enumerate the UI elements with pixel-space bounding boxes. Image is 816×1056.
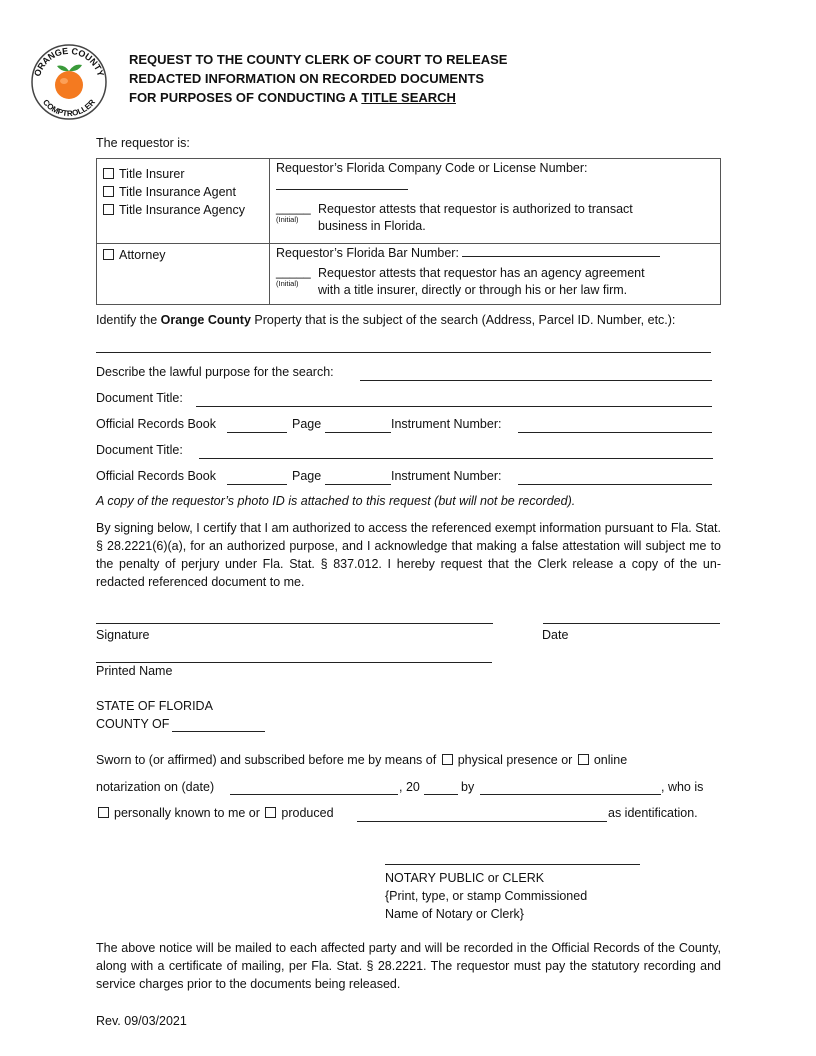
sworn-line-2-c: by: [461, 780, 475, 794]
sworn-name-field[interactable]: [480, 794, 661, 795]
requestor-type-cell: [97, 159, 270, 244]
leaf-icon: [69, 65, 82, 72]
sworn-line-2-b: , 20: [399, 780, 420, 794]
property-field[interactable]: [96, 352, 711, 353]
checkbox-online[interactable]: [578, 754, 589, 765]
notary-line-2: {Print, type, or stamp Commissioned: [385, 889, 588, 903]
option-title-insurer[interactable]: Title Insurer: [103, 165, 263, 183]
sworn-line-3: [98, 806, 334, 820]
checkbox-physical-presence[interactable]: [442, 754, 453, 765]
requestor-intro: The requestor is:: [96, 136, 190, 150]
purpose-label: Describe the lawful purpose for the search:: [96, 365, 334, 379]
doc-title-field-2[interactable]: [199, 458, 713, 459]
title-line-2: REDACTED INFORMATION ON RECORDED DOCUMENTS: [129, 71, 485, 86]
orange-fruit-icon: [55, 71, 83, 99]
notary-signature-field[interactable]: [385, 864, 640, 865]
company-code-label: Requestor’s Florida Company Code or License Number:: [276, 161, 588, 175]
page-label-1: Page: [292, 417, 322, 431]
printed-name-label: Printed Name: [96, 664, 173, 678]
initial-label: (Initial): [276, 215, 299, 224]
initial-label-attorney: (Initial): [276, 279, 299, 288]
instrument-label-2: Instrument Number:: [391, 469, 502, 483]
photo-id-note: A copy of the requestor’s photo ID is attached to this request (but will not be recorded).: [96, 494, 576, 508]
printed-name-field[interactable]: [96, 662, 492, 663]
bar-number-field[interactable]: [462, 246, 660, 257]
instrument-field-1[interactable]: [518, 432, 712, 433]
or-book-label-1: Official Records Book: [96, 417, 216, 431]
sworn-line-1: [96, 753, 627, 767]
attest-business-line2: business in Florida.: [318, 219, 426, 233]
page-label-2: Page: [292, 469, 322, 483]
mailing-notice: The above notice will be mailed to each affected party and will be recorded in the Official Records of the County, along with a certificate of mailing, per Fla. Stat. § 28.2221. The requestor must pay the statutory recording and service charges prior to the documents being released.: [96, 941, 721, 991]
checkbox-title-insurance-agency[interactable]: [103, 204, 114, 215]
date-field[interactable]: [543, 623, 720, 624]
title-search-text: TITLE SEARCH: [361, 90, 456, 105]
notary-block: [385, 869, 587, 923]
instrument-label-1: Instrument Number:: [391, 417, 502, 431]
checkbox-title-insurer[interactable]: [103, 168, 114, 179]
notary-line-3: Name of Notary or Clerk}: [385, 907, 524, 921]
sworn-text: Sworn to (or affirmed) and subscribed before me by means of: [96, 753, 437, 767]
personally-known-label: personally known to me or: [114, 806, 260, 820]
option-attorney[interactable]: Attorney: [103, 248, 263, 262]
or-book-label-2: Official Records Book: [96, 469, 216, 483]
notary-line-1: NOTARY PUBLIC or CLERK: [385, 871, 545, 885]
company-code-cell: [270, 159, 721, 244]
county-label: COUNTY OF: [96, 717, 170, 731]
page-field-1[interactable]: [325, 432, 391, 433]
attest-agency-line2: with a title insurer, directly or through his or her law firm.: [318, 283, 628, 297]
requestor-table: [96, 158, 721, 305]
sworn-line-2-a: notarization on (date): [96, 780, 215, 794]
online-label: online: [593, 753, 628, 767]
notary-date-field[interactable]: [230, 794, 398, 795]
or-book-field-2[interactable]: [227, 484, 287, 485]
attorney-cell: [97, 244, 270, 305]
identification-label: as identification.: [608, 806, 698, 820]
signature-field[interactable]: [96, 623, 493, 624]
option-title-insurance-agency[interactable]: Title Insurance Agency: [103, 201, 263, 219]
revision-date: Rev. 09/03/2021: [96, 1014, 187, 1028]
purpose-field[interactable]: [360, 380, 712, 381]
doc-title-field-1[interactable]: [196, 406, 712, 407]
doc-title-label-2: Document Title:: [96, 443, 183, 457]
title-line-3: FOR PURPOSES OF CONDUCTING A: [129, 90, 362, 105]
checkbox-title-insurance-agent[interactable]: [103, 186, 114, 197]
logo-top-text: ORANGE COUNTY: [32, 45, 106, 78]
title-line-1: REQUEST TO THE COUNTY CLERK OF COURT TO RELEASE: [129, 52, 508, 67]
form-title: [129, 50, 507, 107]
doc-title-label-1: Document Title:: [96, 391, 183, 405]
property-instruction: Identify the Orange County Property that is the subject of the search (Address, Parcel ID. Number, etc.):: [96, 313, 676, 327]
identification-field[interactable]: [357, 821, 607, 822]
svg-text:COMPTROLLER: [41, 98, 97, 118]
signature-label: Signature: [96, 628, 150, 642]
initial-blank[interactable]: _____: [276, 201, 311, 215]
physical-presence-label: physical presence or: [457, 753, 573, 767]
logo-bottom-text: COMPTROLLER: [40, 97, 98, 119]
produced-label: produced: [281, 806, 334, 820]
attest-agency-line1: Requestor attests that requestor has an agency agreement: [318, 266, 645, 280]
instrument-field-2[interactable]: [518, 484, 712, 485]
company-code-field[interactable]: [276, 179, 408, 190]
bar-number-label: Requestor’s Florida Bar Number:: [276, 246, 459, 260]
option-title-insurance-agent[interactable]: Title Insurance Agent: [103, 183, 263, 201]
page-field-2[interactable]: [325, 484, 391, 485]
county-field[interactable]: [172, 731, 265, 732]
sworn-line-2-d: , who is: [661, 780, 704, 794]
attest-business-line1: Requestor attests that requestor is authorized to transact: [318, 202, 633, 216]
initial-blank-attorney[interactable]: _____: [276, 265, 311, 279]
orange-county-comptroller-logo: [26, 38, 112, 124]
bar-number-cell: [270, 244, 721, 305]
or-book-field-1[interactable]: [227, 432, 287, 433]
checkbox-produced[interactable]: [265, 807, 276, 818]
orange-county-bold: Orange County: [160, 313, 251, 327]
certification-paragraph: By signing below, I certify that I am authorized to access the referenced exempt information pursuant to Fla. Stat. § 28.2221(6)(a), for an authorized purpose, and I acknowledge that making a false attestation will subject me to the penalty of perjury under Fla. Stat. § 837.012. I hereby request that the Clerk release a copy of the un-redacted referenced document to me.: [96, 521, 721, 589]
checkbox-attorney[interactable]: [103, 249, 114, 260]
date-label: Date: [542, 628, 569, 642]
state-label: STATE OF FLORIDA: [96, 699, 213, 713]
notary-year-field[interactable]: [424, 794, 458, 795]
checkbox-personally-known[interactable]: [98, 807, 109, 818]
